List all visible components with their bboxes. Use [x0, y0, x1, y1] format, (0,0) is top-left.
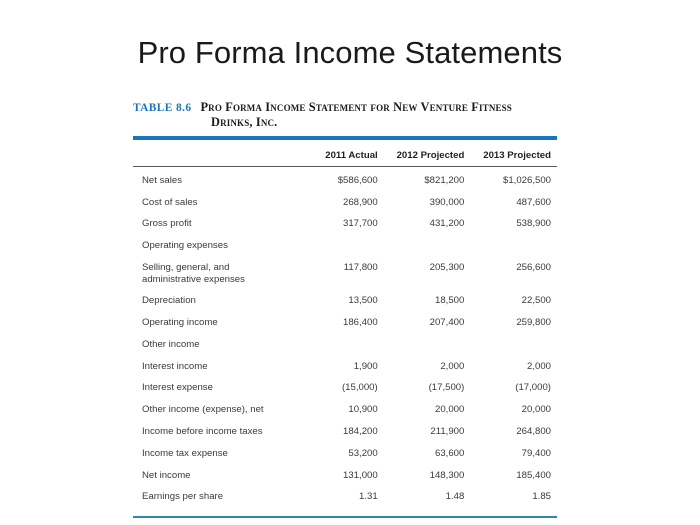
row-value-2011: 131,000	[343, 469, 378, 481]
row-value-2013: 185,400	[516, 469, 551, 481]
row-value-2011	[297, 235, 384, 257]
row-value-2012: 390,000	[429, 196, 465, 208]
table-head	[133, 140, 557, 166]
row-value-2012: 148,300	[429, 469, 465, 481]
row-value-2013: 487,600	[516, 196, 551, 208]
row-label: Depreciation	[142, 295, 196, 307]
row-label: Operating income	[142, 317, 218, 329]
row-value-2011: 268,900	[343, 196, 378, 208]
row-value-2011: 1.31	[359, 491, 378, 503]
row-value-2012	[384, 235, 471, 257]
row-value-2013: 20,000	[521, 404, 551, 416]
table-caption-line-2	[133, 115, 557, 130]
row-value-2011: 184,200	[343, 426, 378, 437]
row-value-2013: 2,000	[526, 360, 551, 372]
column-header-row-label	[133, 140, 297, 166]
table-row	[133, 356, 557, 378]
page-title: Pro Forma Income Statements	[137, 35, 563, 70]
row-value-2012: $821,200	[424, 174, 465, 186]
row-label: Interest income	[142, 360, 208, 372]
table-caption	[133, 100, 557, 131]
row-value-2011: 117,800	[343, 261, 378, 273]
row-label: Operating expenses	[142, 240, 228, 252]
financial-table-block	[133, 100, 557, 518]
row-value-2013: $1,026,500	[502, 174, 551, 186]
income-statement-body	[133, 167, 557, 508]
table-row	[133, 377, 557, 399]
table-caption-text-line-1: Pro Forma Income Statement for New Venture Fitness	[200, 100, 512, 114]
row-value-2013	[470, 334, 557, 356]
row-value-2012: 2,000	[440, 360, 465, 372]
table-body	[133, 167, 557, 508]
row-label: Interest expense	[142, 382, 213, 394]
row-value-2011: 186,400	[343, 317, 378, 329]
row-label: Cost of sales	[142, 196, 198, 208]
row-value-2011: 10,900	[348, 404, 378, 416]
row-value-2011: $586,600	[337, 174, 378, 186]
row-label: Net income	[142, 469, 191, 481]
row-value-2013	[470, 235, 557, 257]
row-value-2011: (15,000)	[341, 382, 378, 394]
row-value-2012: 431,200	[429, 218, 465, 230]
table-row	[133, 290, 557, 312]
table-row	[133, 334, 557, 356]
row-value-2013: 259,800	[516, 317, 551, 329]
row-label: Selling, general, and administrative expenses	[142, 261, 245, 285]
row-label: Other income	[142, 338, 200, 350]
row-value-2013: 1.85	[532, 491, 551, 503]
table-row	[133, 167, 557, 192]
row-value-2012: 20,000	[434, 404, 465, 416]
row-value-2011: 13,500	[348, 295, 378, 307]
column-header-2013-projected: 2013 Projected	[483, 149, 551, 161]
row-label: Net sales	[142, 174, 182, 186]
row-value-2011	[297, 334, 384, 356]
row-value-2012: (17,500)	[428, 382, 465, 394]
table-header-row	[133, 140, 557, 166]
row-value-2012: 1.48	[445, 491, 465, 503]
row-value-2012: 205,300	[429, 261, 465, 273]
table-row	[133, 312, 557, 334]
row-value-2013: 264,800	[516, 426, 551, 437]
table-row	[133, 192, 557, 214]
row-label: Income tax expense	[142, 447, 228, 459]
row-value-2012: 207,400	[429, 317, 465, 329]
row-value-2013: 79,400	[521, 447, 551, 459]
table-bottom-rule	[133, 516, 557, 518]
table-row	[133, 257, 557, 290]
row-value-2013: 22,500	[521, 295, 551, 307]
row-value-2012: 18,500	[434, 295, 465, 307]
row-value-2013: 256,600	[516, 261, 551, 273]
row-value-2012: 63,600	[434, 447, 465, 459]
row-label: Gross profit	[142, 218, 192, 230]
column-header-2011-actual: 2011 Actual	[325, 149, 378, 161]
table-caption-text-line-2: Drinks, Inc.	[211, 115, 278, 130]
row-value-2013: 538,900	[516, 218, 551, 230]
row-value-2011: 317,700	[343, 218, 378, 230]
row-value-2011: 1,900	[353, 360, 378, 372]
column-header-2012-projected: 2012 Projected	[396, 149, 465, 161]
row-label: Earnings per share	[142, 491, 224, 503]
table-row	[133, 486, 557, 508]
row-value-2012	[384, 334, 471, 356]
row-value-2011: 53,200	[348, 447, 378, 459]
table-row	[133, 421, 557, 443]
row-label: Other income (expense), net	[142, 404, 264, 416]
income-statement-table	[133, 140, 557, 166]
table-number-label: TABLE 8.6	[133, 102, 192, 114]
table-caption-line-1	[133, 100, 557, 115]
table-row	[133, 399, 557, 421]
table-row	[133, 464, 557, 486]
table-row	[133, 213, 557, 235]
row-value-2012: 211,900	[430, 426, 465, 437]
table-row	[133, 443, 557, 465]
table-row	[133, 235, 557, 257]
row-label: Income before income taxes	[142, 426, 263, 437]
row-value-2013: (17,000)	[515, 382, 551, 394]
